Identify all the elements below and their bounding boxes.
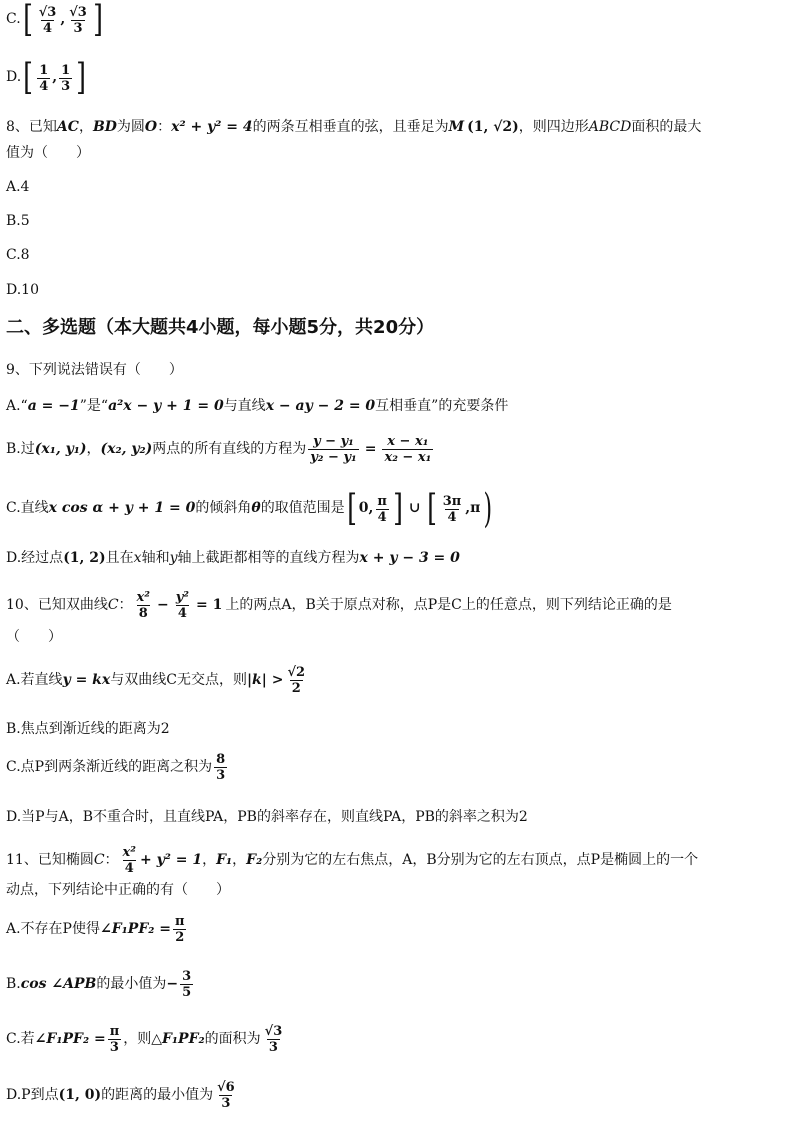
option-text: C.直线 xyxy=(6,500,49,517)
q8-text: ，则四边形 xyxy=(518,119,589,135)
option-text: D.P到点 xyxy=(6,1086,59,1103)
minus: − xyxy=(157,596,169,613)
q11-text: 分别为它的左右焦点，A，B分别为它的左右顶点，点P是椭圆上的一个 xyxy=(262,851,699,868)
math-expr: |k| > xyxy=(246,671,284,688)
math-y: y xyxy=(169,550,178,566)
right-bracket: ] xyxy=(392,488,403,529)
denominator: 8 xyxy=(138,606,148,621)
math-expr: a = −1 xyxy=(27,398,80,414)
math-expr: ∠F₁PF₂ = xyxy=(34,1030,106,1047)
math-expr: x − ay − 2 = 0 xyxy=(265,398,376,414)
math-expr: F₁PF₂ xyxy=(161,1030,205,1047)
option-text: 的最小值为 xyxy=(96,975,167,992)
fraction xyxy=(59,63,72,94)
denominator: 3 xyxy=(61,78,71,94)
denominator: 4 xyxy=(447,509,457,525)
q10-option-b: B.焦点到渐近线的距离为2 xyxy=(6,721,170,737)
option-text: A.不存在P使得 xyxy=(6,920,100,937)
option-text: 与双曲线C无交点，则 xyxy=(110,671,247,688)
option-text: ”是“ xyxy=(79,398,109,414)
math-expr: + y² = 1 xyxy=(140,851,203,868)
math-ac: AC xyxy=(56,119,79,135)
interval-end: ,π xyxy=(465,500,481,517)
option-label: C. xyxy=(6,11,21,28)
q11-option-b xyxy=(6,969,788,1000)
point-coord: (1, 0) xyxy=(58,1086,102,1103)
numerator: 3 xyxy=(182,969,192,984)
section-heading: 二、多选题（本大题共4小题，每小题5分，共20分） xyxy=(6,317,435,338)
option-text: A.若直线 xyxy=(6,671,63,688)
q11-text: 11、已知椭圆 xyxy=(6,851,94,868)
right-bracket: ] xyxy=(92,0,103,40)
math-expr: (x₁, y₁) xyxy=(34,440,87,457)
q8-stem xyxy=(6,119,788,137)
q10-option-c xyxy=(6,752,788,783)
option-text: D.经过点 xyxy=(6,550,64,566)
fraction xyxy=(173,914,187,945)
q9-option-a xyxy=(6,398,788,416)
numerator: x − x₁ xyxy=(387,434,429,449)
option-text: C.点P到两条渐近线的距离之积为 xyxy=(6,758,213,775)
left-bracket: [ xyxy=(23,57,34,98)
interval-start: 0, xyxy=(358,500,374,517)
math-bd: BD xyxy=(92,119,117,135)
q11-option-a xyxy=(6,914,788,945)
fraction xyxy=(441,494,464,525)
math-expr: a²x − y + 1 = 0 xyxy=(108,398,224,414)
math-expr: x cos α + y + 1 = 0 xyxy=(48,500,196,517)
punct: ， xyxy=(202,851,217,868)
math-c: C xyxy=(107,596,119,613)
circle-equation: x² + y² = 4 xyxy=(171,119,253,135)
denominator: x₂ − x₁ xyxy=(384,450,432,465)
numerator: π xyxy=(109,1024,120,1039)
q11-stem-line2: 动点，下列结论中正确的有（ ） xyxy=(6,882,230,898)
fraction xyxy=(285,665,307,696)
math-theta: θ xyxy=(251,500,261,517)
point-coord: (1, √2) xyxy=(467,119,519,135)
option-text: 轴和 xyxy=(141,550,170,566)
punct: ： xyxy=(157,119,172,135)
option-text: 与直线 xyxy=(223,398,266,414)
right-bracket: ] xyxy=(76,57,87,98)
left-bracket: [ xyxy=(22,0,33,40)
minus: − xyxy=(166,975,179,992)
fraction xyxy=(108,1024,122,1055)
numerator: √3 xyxy=(264,1024,283,1039)
fraction xyxy=(37,63,50,94)
math-expr: (x₂, y₂) xyxy=(100,440,153,457)
option-text: 且在 xyxy=(105,550,134,566)
left-bracket: [ xyxy=(426,488,437,529)
punct: ， xyxy=(78,119,93,135)
q8-text: 的两条互相垂直的弦，且垂足为 xyxy=(252,119,449,135)
punct: ， xyxy=(232,851,247,868)
punct: ， xyxy=(86,440,101,457)
numerator: 1 xyxy=(61,62,71,78)
numerator: x² xyxy=(136,590,150,605)
fraction xyxy=(37,5,59,36)
q9-option-b xyxy=(6,434,788,465)
math-x: x xyxy=(133,550,142,566)
q8-text: 为圆 xyxy=(116,119,145,135)
q8-stem-line2: 值为（ ） xyxy=(6,145,90,161)
denominator: 3 xyxy=(216,768,226,783)
numerator: π xyxy=(175,914,185,929)
fraction xyxy=(382,434,433,465)
q9-option-d xyxy=(6,550,788,568)
denominator: y₂ − y₁ xyxy=(310,450,357,465)
denominator: 3 xyxy=(109,1040,119,1055)
math-o: O xyxy=(144,119,158,135)
numerator: 3π xyxy=(442,493,462,509)
q10-option-d: D.当P与A，B不重合时，且直线PA，PB的斜率存在，则直线PA，PB的斜率之积为2 xyxy=(6,809,528,825)
denominator: 4 xyxy=(42,20,53,36)
math-c: C xyxy=(93,851,105,868)
denominator: 4 xyxy=(377,509,387,525)
option-text: B. xyxy=(6,975,21,992)
denominator: 2 xyxy=(291,681,301,696)
q10-text: 10、已知双曲线 xyxy=(6,596,108,613)
numerator: √6 xyxy=(217,1080,235,1095)
denominator: 3 xyxy=(221,1096,231,1111)
math-expr: x + y − 3 = 0 xyxy=(359,550,460,566)
q10-stem xyxy=(6,590,788,621)
q11-option-c xyxy=(6,1024,788,1055)
math-abcd: ABCD xyxy=(588,119,632,135)
numerator: 8 xyxy=(216,752,226,767)
option-text: 的倾斜角 xyxy=(195,500,252,517)
q7-option-c xyxy=(6,2,788,38)
fraction xyxy=(215,1080,237,1111)
fraction xyxy=(263,1024,285,1055)
numerator: x² xyxy=(122,845,136,860)
option-text: 互相垂直”的充要条件 xyxy=(375,398,509,414)
punct: ： xyxy=(118,596,133,613)
q9-option-c xyxy=(6,486,788,532)
numerator: 1 xyxy=(39,62,49,78)
math-expr: ∠F₁PF₂ = xyxy=(99,920,171,937)
q8-option-a: A.4 xyxy=(6,179,30,195)
denominator: 4 xyxy=(124,861,134,876)
denominator: 2 xyxy=(175,930,185,945)
q10-option-a xyxy=(6,665,788,696)
option-text: C.若 xyxy=(6,1030,35,1047)
q11-option-d xyxy=(6,1080,788,1111)
math-m: M xyxy=(448,119,465,135)
fraction xyxy=(67,5,89,36)
q9-stem: 9、下列说法错误有（ ） xyxy=(6,362,183,378)
fraction xyxy=(214,752,227,783)
numerator: √2 xyxy=(287,665,306,680)
fraction xyxy=(308,434,358,465)
math-expr: cos ∠APB xyxy=(20,975,97,992)
separator: , xyxy=(60,11,66,28)
fraction xyxy=(180,969,193,1000)
numerator: √3 xyxy=(69,4,87,20)
separator: , xyxy=(52,69,58,86)
fraction xyxy=(174,590,191,621)
point-coord: (1, 2) xyxy=(63,550,106,566)
option-label: D. xyxy=(6,69,22,86)
option-text: 的取值范围是 xyxy=(260,500,345,517)
q8-option-d: D.10 xyxy=(6,282,39,298)
math-f2: F₂ xyxy=(246,851,263,868)
numerator: y² xyxy=(175,590,189,605)
option-text: B.过 xyxy=(6,440,35,457)
q8-text: 8、已知 xyxy=(6,119,57,135)
fraction xyxy=(375,494,389,525)
q8-option-c: C.8 xyxy=(6,247,30,263)
right-paren: ) xyxy=(483,486,493,532)
denominator: 4 xyxy=(177,606,187,621)
q10-stem-line2: （ ） xyxy=(6,629,62,645)
option-text: 的面积为 xyxy=(204,1030,261,1047)
denominator: 3 xyxy=(73,20,83,36)
option-text: 两点的所有直线的方程为 xyxy=(152,440,307,457)
option-text: 轴上截距都相等的直线方程为 xyxy=(177,550,360,566)
union-symbol: ∪ xyxy=(408,500,421,517)
numerator: π xyxy=(377,493,387,509)
q8-text: 面积的最大 xyxy=(631,119,702,135)
q10-text: 上的两点A，B关于原点对称，点P是C上的任意点，则下列结论正确的是 xyxy=(225,596,672,613)
option-text: A.“ xyxy=(6,398,28,414)
equals: = xyxy=(364,440,377,457)
q7-option-d xyxy=(6,57,788,98)
math-f1: F₁ xyxy=(216,851,233,868)
numerator: y − y₁ xyxy=(313,434,354,449)
option-text: 的距离的最小值为 xyxy=(101,1086,214,1103)
equals: = 1 xyxy=(195,596,223,613)
fraction xyxy=(121,845,138,876)
left-bracket: [ xyxy=(346,488,357,529)
denominator: 4 xyxy=(39,78,49,94)
fraction xyxy=(135,590,152,621)
math-expr: y = kx xyxy=(62,671,111,688)
option-text: ，则△ xyxy=(123,1030,162,1047)
denominator: 3 xyxy=(268,1040,278,1055)
q8-option-b: B.5 xyxy=(6,213,30,229)
punct: ： xyxy=(104,851,119,868)
denominator: 5 xyxy=(182,985,192,1000)
numerator: √3 xyxy=(38,4,57,20)
q11-stem xyxy=(6,845,788,876)
